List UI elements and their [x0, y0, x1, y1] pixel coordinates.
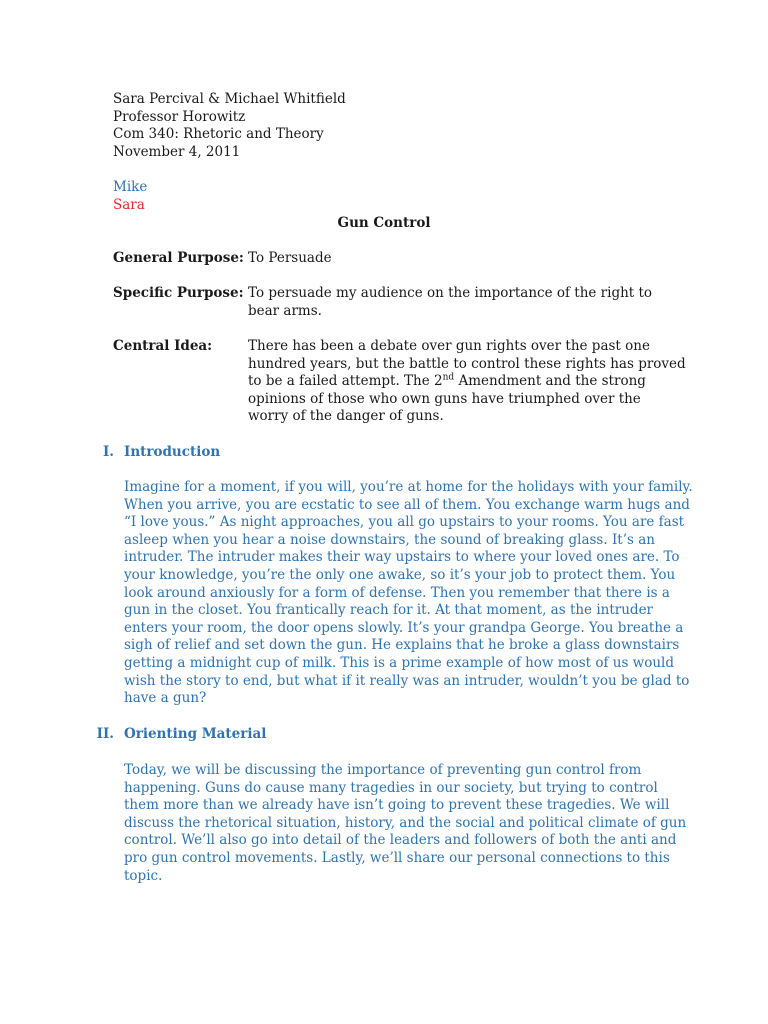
paragraph-line: “I love yous.” As night approaches, you all go upstairs to your rooms. You are fast — [124, 514, 685, 531]
paragraph-line: asleep when you hear a noise downstairs, the sound of breaking glass. It’s an — [124, 531, 655, 548]
introduction-paragraph — [124, 479, 693, 708]
paragraph-line: gun in the closet. You frantically reach for it. At that moment, as the intruder — [124, 602, 654, 619]
central-idea-line: There has been a debate over gun rights over the past one — [248, 338, 650, 354]
ordinal-superscript: nd — [442, 372, 455, 383]
paragraph-line: When you arrive, you are ecstatic to see all of them. You exchange warm hugs and — [124, 496, 690, 513]
paragraph-line: sigh of relief and set down the gun. He explains that he broke a glass downstairs — [124, 637, 680, 654]
section-heading-label: Orienting Material — [124, 726, 267, 742]
paragraph-line: getting a midnight cup of milk. This is a prime example of how most of us would — [124, 654, 675, 671]
central-idea-line: hundred years, but the battle to control these rights has proved — [248, 355, 686, 372]
central-idea-label: Central Idea: — [113, 338, 213, 354]
paragraph-line: discuss the rhetorical situation, history, and the social and political climate of gun — [124, 814, 687, 831]
document-title: Gun Control — [337, 215, 431, 231]
paragraph-line: wish the story to end, but what if it really was an intruder, wouldn’t you be glad to — [124, 672, 690, 689]
specific-purpose-line: bear arms. — [248, 302, 322, 319]
specific-purpose-value — [248, 285, 668, 320]
paragraph-line: look around anxiously for a form of defense. Then you remember that there is a — [124, 584, 670, 601]
specific-purpose-label: Specific Purpose: — [113, 285, 244, 301]
course-line: Com 340: Rhetoric and Theory — [113, 126, 324, 143]
orienting-paragraph — [124, 762, 687, 885]
central-idea-line: worry of the danger of guns. — [248, 408, 444, 425]
paragraph-line: topic. — [124, 867, 163, 884]
section-numeral: II. — [96, 726, 114, 742]
specific-purpose-line: To persuade my audience on the importance of the right to — [248, 285, 653, 301]
paragraph-line: intruder. The intruder makes their way upstairs to where your loved ones are. To — [124, 549, 680, 566]
central-idea-line: opinions of those who own guns have triumphed over the — [248, 390, 641, 407]
date-line: November 4, 2011 — [113, 143, 241, 160]
paragraph-line: Imagine for a moment, if you will, you’re at home for the holidays with your family. — [124, 479, 693, 495]
paragraph-line: control. We’ll also go into detail of the leaders and followers of both the anti and — [124, 832, 677, 849]
central-idea-line-post: Amendment and the strong — [454, 373, 646, 390]
general-purpose-label: General Purpose: — [113, 250, 244, 266]
general-purpose-value — [248, 250, 668, 268]
section-numeral: I. — [102, 444, 114, 460]
paragraph-line: happening. Guns do cause many tragedies in our society, but trying to control — [124, 779, 658, 796]
paragraph-line: pro gun control movements. Lastly, we’ll share our personal connections to this — [124, 849, 670, 866]
paragraph-line: have a gun? — [124, 690, 207, 707]
professor-line: Professor Horowitz — [113, 108, 246, 125]
general-purpose-text: To Persuade — [248, 250, 332, 266]
paragraph-line: them more than we already have isn’t going to prevent these tragedies. We will — [124, 797, 670, 814]
paragraph-line: your knowledge, you’re the only one awake, so it’s your job to protect them. You — [124, 566, 676, 583]
central-idea-line — [248, 373, 668, 391]
paragraph-line: enters your room, the door opens slowly. It’s your grandpa George. You breathe a — [124, 619, 684, 636]
section-heading-label: Introduction — [124, 444, 221, 460]
speaker-mike-label: Mike — [113, 179, 148, 195]
central-idea-value — [248, 338, 686, 426]
paragraph-line: Today, we will be discussing the importance of preventing gun control from — [124, 762, 642, 778]
speaker-sara-label: Sara — [113, 196, 145, 213]
authors-line: Sara Percival & Michael Whitfield — [113, 91, 346, 107]
central-idea-line-pre: to be a failed attempt. The 2 — [248, 373, 443, 390]
